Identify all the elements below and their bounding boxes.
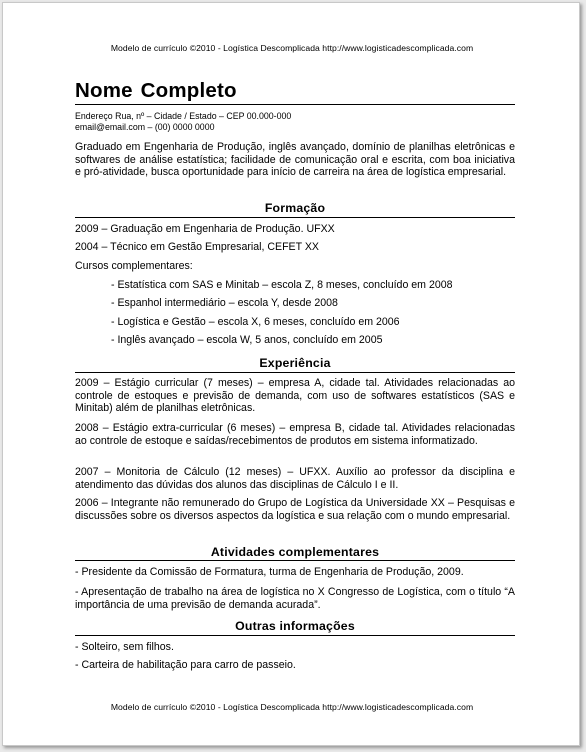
course-item: - Logística e Gestão – escola X, 6 meses, concluído em 2006 <box>111 316 400 328</box>
header-note: Modelo de currículo ©2010 - Logística Descomplicada http://www.logisticadescomplicada.com <box>110 43 474 53</box>
name-divider <box>75 104 515 105</box>
formacao-item: 2004 – Técnico em Gestão Empresarial, CEFET XX <box>75 241 319 253</box>
courses-label: Cursos complementares: <box>75 260 193 272</box>
section-title-experiencia: Experiência <box>259 356 331 370</box>
section-title-formacao: Formação <box>264 201 326 215</box>
experience-item: 2007 – Monitoria de Cálculo (12 meses) – UFXX. Auxílio ao professor da disciplina e atendimento das dúvidas dos alunos das disciplinas de Cálculo I e II. <box>75 466 515 491</box>
course-item: - Inglês avançado – escola W, 5 anos, concluído em 2005 <box>111 334 383 346</box>
experience-item: 2009 – Estágio curricular (7 meses) – empresa A, cidade tal. Atividades relacionadas ao controle de estoques e previsão de demanda, com uso de softwares estatísticos (SAS e Minitab) além de planilhas eletrônicas. <box>75 377 515 414</box>
document-page <box>2 2 580 746</box>
contact-block <box>75 111 291 133</box>
footer-note: Modelo de currículo ©2010 - Logística Descomplicada http://www.logisticadescomplicada.com <box>110 702 474 712</box>
experience-item: 2008 – Estágio extra-curricular (6 meses) – empresa B, cidade tal. Atividades relacionadas ao controle de estoque e saídas/recebimentos de produtos em sistema informatizado. <box>75 422 515 447</box>
course-item: - Espanhol intermediário – escola Y, desde 2008 <box>111 297 338 309</box>
address-line: Endereço Rua, nº – Cidade / Estado – CEP 00.000-000 <box>75 111 292 121</box>
formacao-item: 2009 – Graduação em Engenharia de Produção. UFXX <box>75 223 335 235</box>
experience-item: 2006 – Integrante não remunerado do Grupo de Logística da Universidade XX – Pesquisas e discussões sobre os diversos aspectos da logística e sua relação com o mundo empresarial. <box>75 497 515 522</box>
section-title-atividades: Atividades complementares <box>210 545 380 559</box>
section-divider-atividades <box>75 560 515 561</box>
other-info-item: - Solteiro, sem filhos. <box>75 641 174 653</box>
section-divider-outras <box>75 635 515 636</box>
email-phone-line: email@email.com – (00) 0000 0000 <box>75 122 215 132</box>
course-item: - Estatística com SAS e Minitab – escola Z, 8 meses, concluído em 2008 <box>111 279 453 291</box>
activity-item: - Presidente da Comissão de Formatura, turma de Engenharia de Produção, 2009. <box>75 566 464 578</box>
section-divider-experiencia <box>75 372 515 373</box>
section-divider-formacao <box>75 217 515 218</box>
summary-paragraph: Graduado em Engenharia de Produção, inglês avançado, domínio de planilhas eletrônicas e softwares de análise estatística; facilidade de comunicação oral e escrita, com boa iniciativa e pró-atividade, busca oportunidade para início de carreira na área de logística empresarial. <box>75 141 515 178</box>
section-title-outras: Outras informações <box>235 619 355 633</box>
full-name: Nome Completo <box>75 79 237 102</box>
other-info-item: - Carteira de habilitação para carro de passeio. <box>75 659 296 671</box>
activity-item: - Apresentação de trabalho na área de logística no X Congresso de Logística, com o título “A importância de uma previsão de demanda acurada”. <box>75 586 515 611</box>
